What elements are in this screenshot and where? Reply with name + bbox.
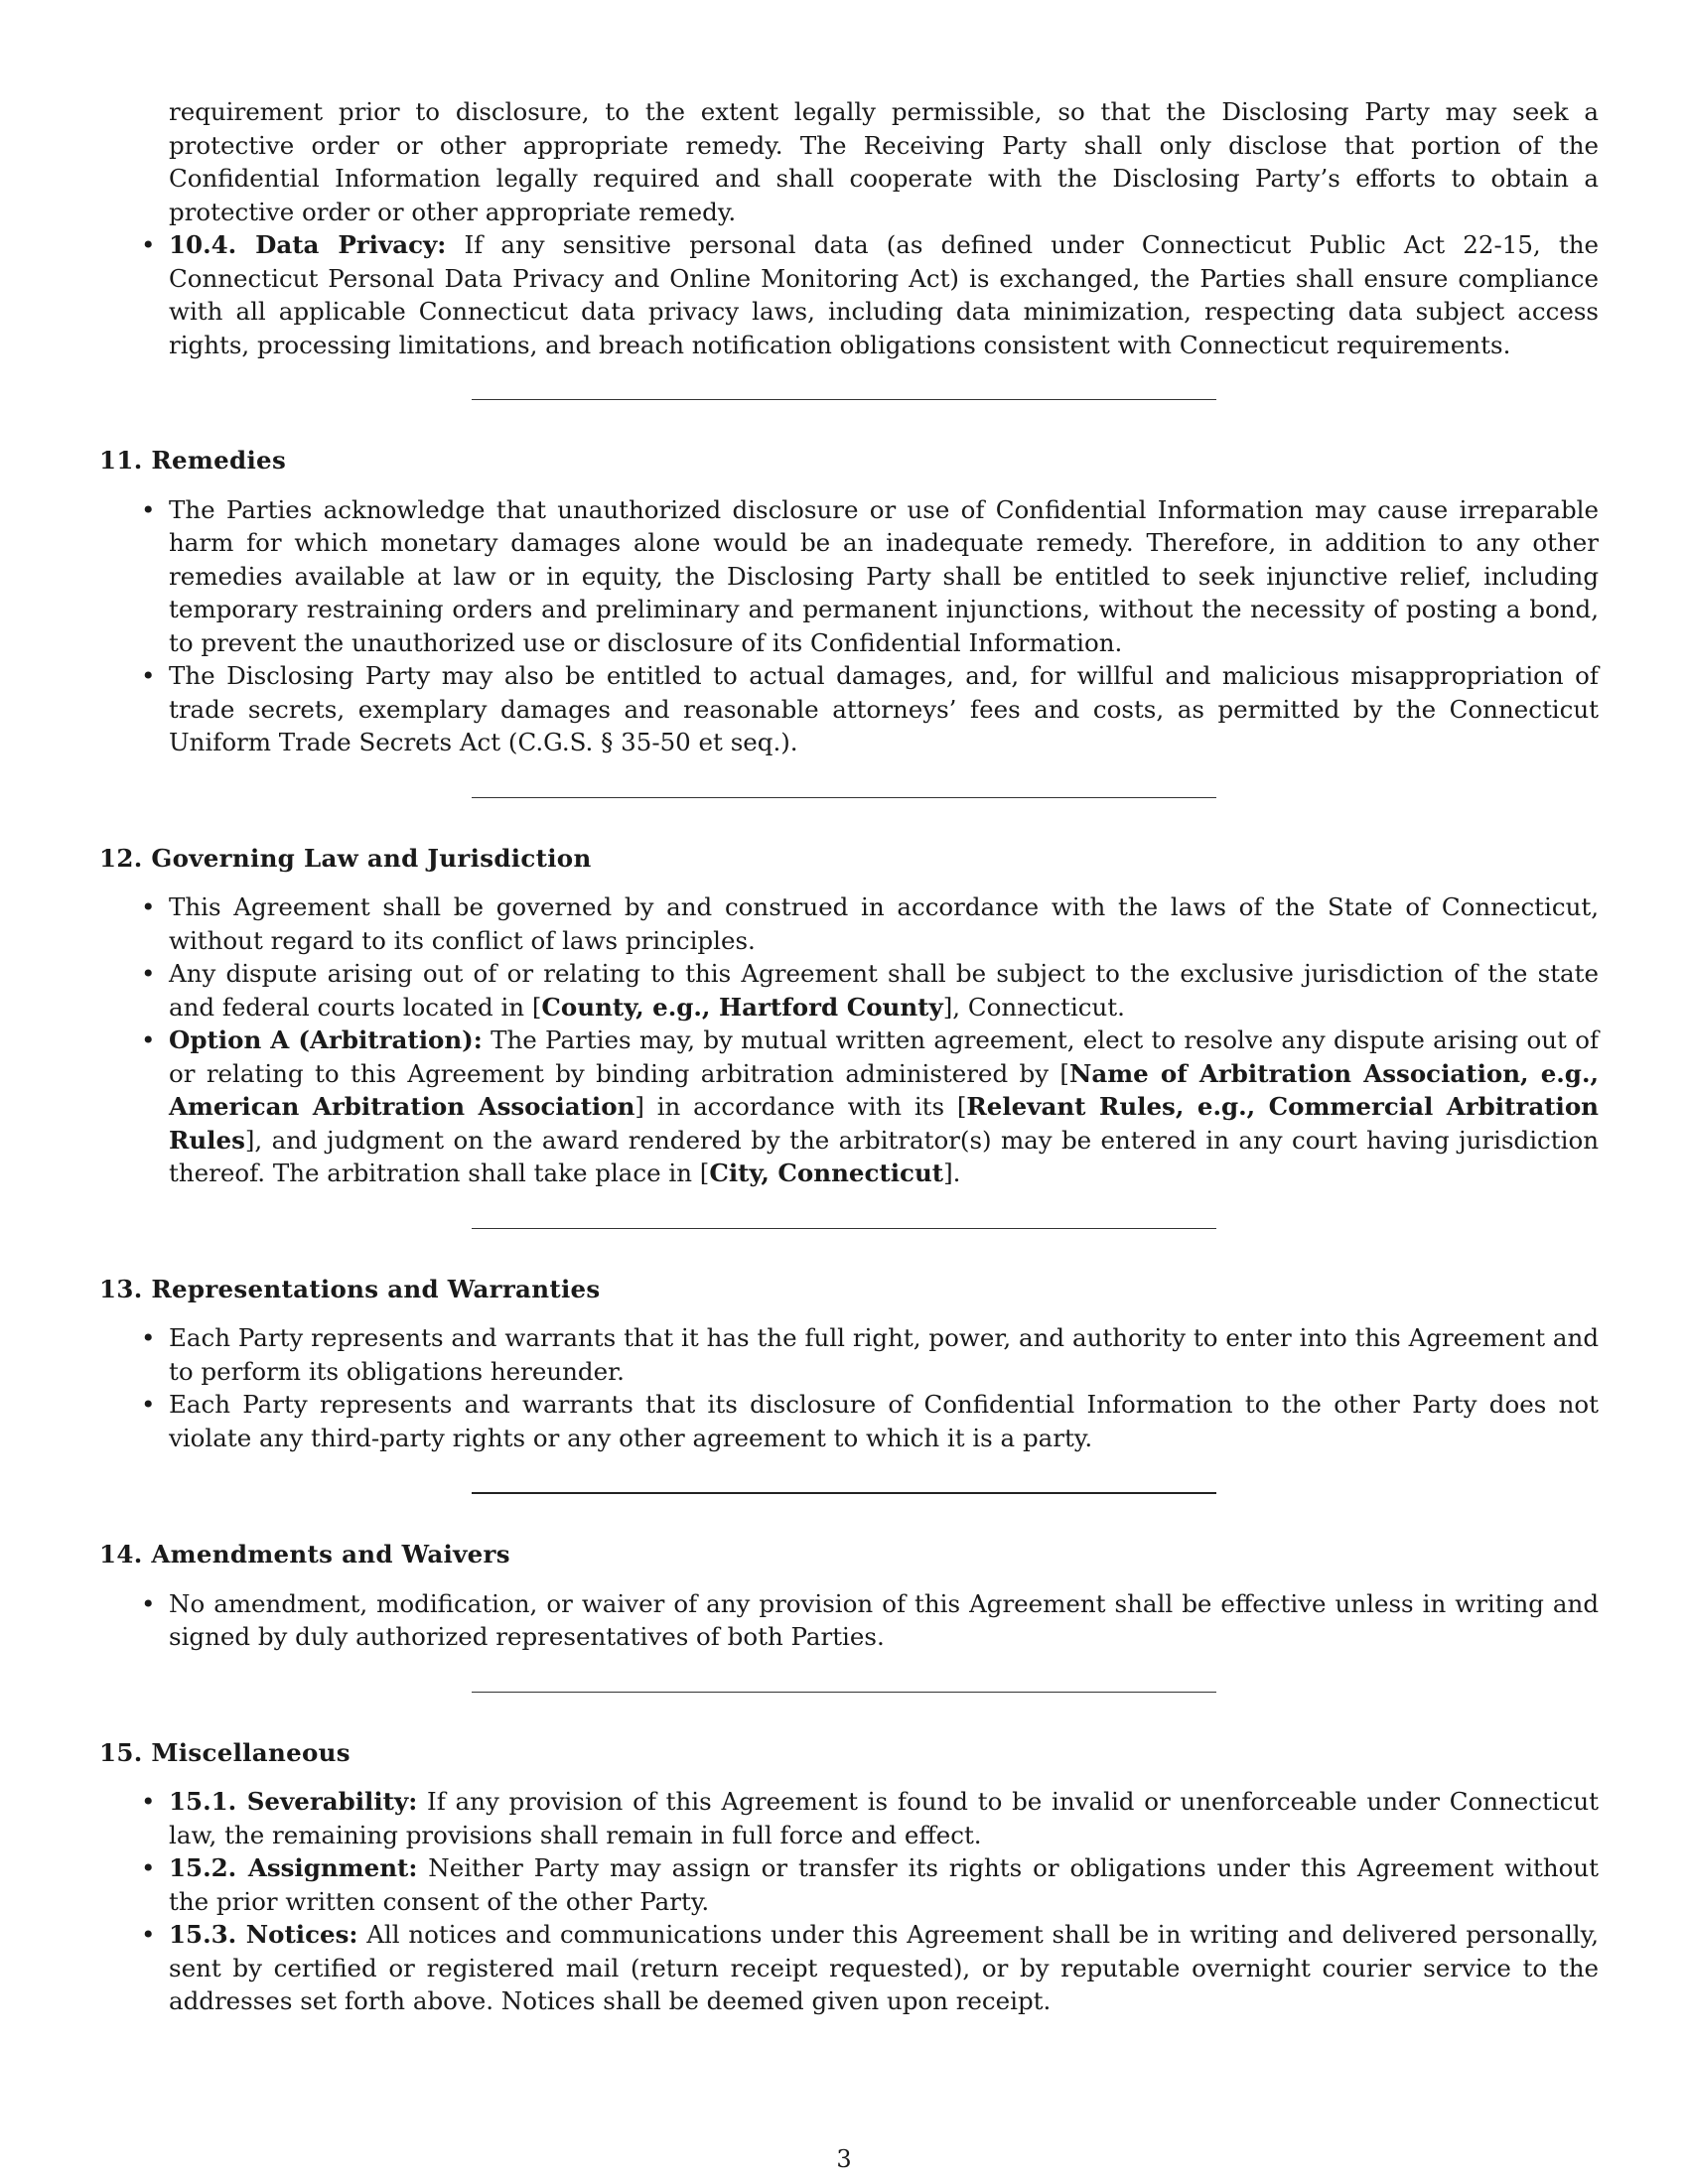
section-11-list: [99, 493, 1599, 759]
section-divider: [472, 1228, 1216, 1229]
county-placeholder: County, e.g., Hartford County: [541, 992, 943, 1022]
section-14-list: [99, 1587, 1599, 1654]
item-label: 15.3. Notices:: [169, 1920, 358, 1949]
list-item-option-a: [169, 1024, 1599, 1190]
section-divider: [472, 1492, 1216, 1494]
list-item: [169, 957, 1599, 1024]
item-text: Any dispute arising out of or relating to this Agreement shall be subject to the exclusive jurisdiction of the state and federal courts located in [: [169, 959, 1599, 1022]
item-label: 15.1. Severability:: [169, 1787, 418, 1816]
section-divider: [472, 1692, 1216, 1693]
section-13-heading: 13. Representations and Warranties: [99, 1274, 601, 1303]
list-item: • The Disclosing Party may also be entitled to actual damages, and, for willful and malicious misappropriation of trade secrets, exemplary damages and reasonable attorneys’ fees and costs, as permitted by the Connecticut Uniform Trade Secrets Act (C.G.S. § 35-50 et seq.).: [169, 659, 1599, 759]
item-10-4-label: 10.4. Data Privacy:: [169, 230, 447, 259]
item-text: The Parties may, by mutual written agreement, elect to resolve any dispute arising out of or relating to this Agreement by binding arbitration administered by [: [169, 1025, 1600, 1088]
item-text: Neither Party may assign or transfer its rights or obligations under this Agreement without the prior written consent of the other Party.: [169, 1853, 1599, 1916]
arbitration-rules-placeholder: Relevant Rules, e.g., Commercial Arbitration Rules: [169, 1092, 1599, 1155]
list-item: • No amendment, modification, or waiver of any provision of this Agreement shall be effective unless in writing and signed by duly authorized representatives of both Parties.: [169, 1587, 1599, 1654]
item-label: 15.2. Assignment:: [169, 1853, 418, 1882]
section-13-list: [99, 1321, 1599, 1454]
arbitration-association-placeholder: Name of Arbitration Association, e.g., American Arbitration Association: [169, 1058, 1600, 1121]
page-number: 3: [836, 2145, 852, 2173]
document-page: [99, 95, 1599, 2018]
item-text: ] in accordance with its [: [634, 1092, 967, 1121]
section-14-heading: 14. Amendments and Waivers: [99, 1540, 510, 1569]
section-11-heading: 11. Remedies: [99, 446, 287, 475]
section-12-heading: 12. Governing Law and Jurisdiction: [99, 843, 592, 873]
list-item-15-1: [169, 1785, 1599, 1851]
section-10-3-continuation: requirement prior to disclosure, to the extent legally permissible, so that the Disclosing Party may seek a protective order or other appropriate remedy. The Receiving Party shall only disclose that portion of the Confidential Information legally required and shall cooperate with the Disclosing Party’s efforts to obtain a protective order or other appropriate remedy.: [169, 97, 1599, 226]
item-text: ], and judgment on the award rendered by the arbitrator(s) may be entered in any court having jurisdiction thereof. The arbitration shall take place in [: [169, 1125, 1599, 1187]
item-10-4-text: If any sensitive personal data (as defined under Connecticut Public Act 22-15, the Connecticut Personal Data Privacy and Online Monitoring Act) is exchanged, the Parties shall ensure compliance with all applicable Connecticut data privacy laws, including data minimization, respecting data subject access rights, processing limitations, and breach notification obligations consistent with Connecticut requirements.: [169, 230, 1599, 359]
list-item: • The Parties acknowledge that unauthorized disclosure or use of Confidential Information may cause irreparable harm for which monetary damages alone would be an inadequate remedy. Therefore, in addition to any other remedies available at law or in equity, the Disclosing Party shall be entitled to seek injunctive relief, including temporary restraining orders and preliminary and permanent injunctions, without the necessity of posting a bond, to prevent the unauthorized use or disclosure of its Confidential Information.: [169, 493, 1599, 660]
section-12-list: [99, 890, 1599, 1190]
list-item: • Each Party represents and warrants that its disclosure of Confidential Information to the other Party does not violate any third-party rights or any other agreement to which it is a party.: [169, 1388, 1599, 1454]
option-a-label: Option A (Arbitration):: [169, 1025, 483, 1054]
item-text: All notices and communications under this Agreement shall be in writing and delivered personally, sent by certified or registered mail (return receipt requested), or by reputable overnight courier service to the addresses set forth above. Notices shall be deemed given upon receipt.: [169, 1920, 1599, 2015]
list-item-15-3: [169, 1918, 1599, 2018]
list-item-10-4: [169, 228, 1599, 361]
list-item: • Each Party represents and warrants that it has the full right, power, and authority to enter into this Agreement and to perform its obligations hereunder.: [169, 1321, 1599, 1388]
section-15-list: [99, 1785, 1599, 2018]
item-text: ], Connecticut.: [942, 992, 1125, 1022]
list-item: • This Agreement shall be governed by and construed in accordance with the laws of the State of Connecticut, without regard to its conflict of laws principles.: [169, 890, 1599, 957]
section-divider: [472, 399, 1216, 400]
city-placeholder: City, Connecticut: [709, 1159, 944, 1187]
list-item-15-2: [169, 1851, 1599, 1918]
section-15-heading: 15. Miscellaneous: [99, 1737, 351, 1767]
section-divider: [472, 797, 1216, 798]
item-text: ].: [943, 1159, 961, 1187]
item-text: If any provision of this Agreement is found to be invalid or unenforceable under Connecticut law, the remaining provisions shall remain in full force and effect.: [169, 1787, 1599, 1849]
section-10-list: [99, 228, 1599, 361]
